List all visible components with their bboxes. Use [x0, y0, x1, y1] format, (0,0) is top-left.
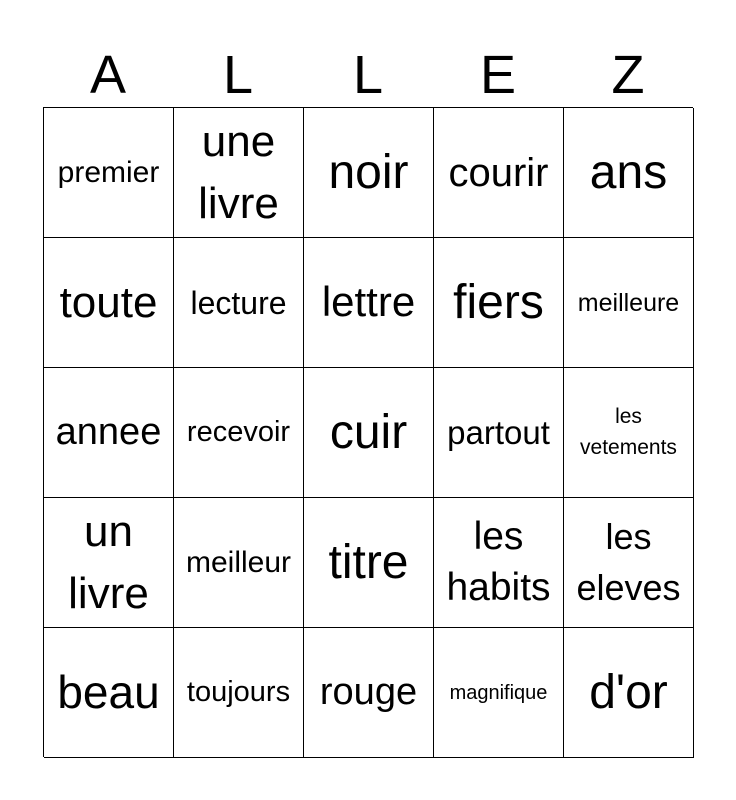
- cell-word: un livre: [68, 506, 149, 618]
- cell-word: cuir: [329, 405, 408, 459]
- bingo-cell[interactable]: [44, 628, 174, 758]
- bingo-cell[interactable]: [564, 498, 694, 628]
- cell-word: les vetements: [580, 405, 677, 459]
- bingo-cell[interactable]: [434, 628, 564, 758]
- cell-word: courir: [448, 150, 549, 195]
- cell-word: une livre: [198, 116, 279, 228]
- cell-word: lecture: [190, 284, 287, 321]
- cell-word: les eleves: [576, 516, 681, 608]
- cell-word: rouge: [319, 670, 418, 713]
- bingo-cell[interactable]: [304, 368, 434, 498]
- cell-word: lettre: [321, 278, 416, 326]
- bingo-cell[interactable]: [44, 238, 174, 368]
- header-letter-e: E: [479, 45, 517, 105]
- cell-word: annee: [55, 410, 162, 453]
- bingo-cell[interactable]: [434, 238, 564, 368]
- header-letter-l2: L: [352, 45, 384, 105]
- bingo-cell[interactable]: [564, 368, 694, 498]
- bingo-cell[interactable]: [434, 108, 564, 238]
- bingo-cell[interactable]: [564, 238, 694, 368]
- bingo-cell[interactable]: [44, 368, 174, 498]
- bingo-cell[interactable]: [304, 498, 434, 628]
- cell-word: ans: [589, 145, 668, 199]
- bingo-cell[interactable]: [304, 238, 434, 368]
- bingo-cell[interactable]: [564, 108, 694, 238]
- bingo-cell[interactable]: [174, 628, 304, 758]
- cell-word: d'or: [589, 665, 668, 719]
- cell-word: toute: [59, 277, 158, 327]
- cell-word: toujours: [186, 676, 291, 708]
- header-letter-l1: L: [222, 45, 254, 105]
- bingo-cell[interactable]: [44, 108, 174, 238]
- cell-word: beau: [57, 665, 160, 718]
- header-letter-a: A: [89, 45, 127, 105]
- cell-word: meilleure: [577, 288, 680, 317]
- cell-word: premier: [57, 155, 160, 189]
- bingo-cell[interactable]: [564, 628, 694, 758]
- cell-word: noir: [328, 145, 409, 199]
- bingo-cell[interactable]: [174, 238, 304, 368]
- cell-word: partout: [447, 414, 550, 451]
- bingo-cell[interactable]: [434, 498, 564, 628]
- cell-word: recevoir: [186, 416, 291, 448]
- bingo-cell[interactable]: [174, 498, 304, 628]
- bingo-header: [43, 42, 693, 108]
- cell-word: meilleur: [185, 545, 292, 579]
- cell-word: titre: [328, 535, 409, 589]
- bingo-cell[interactable]: [174, 368, 304, 498]
- header-letter-z: Z: [611, 45, 645, 105]
- cell-word: magnifique: [449, 681, 548, 704]
- bingo-grid: [43, 107, 693, 757]
- bingo-cell[interactable]: [304, 108, 434, 238]
- cell-word: les habits: [446, 514, 551, 609]
- bingo-cell[interactable]: [174, 108, 304, 238]
- cell-word: fiers: [453, 275, 544, 329]
- bingo-cell[interactable]: [304, 628, 434, 758]
- bingo-cell[interactable]: [44, 498, 174, 628]
- bingo-cell[interactable]: [434, 368, 564, 498]
